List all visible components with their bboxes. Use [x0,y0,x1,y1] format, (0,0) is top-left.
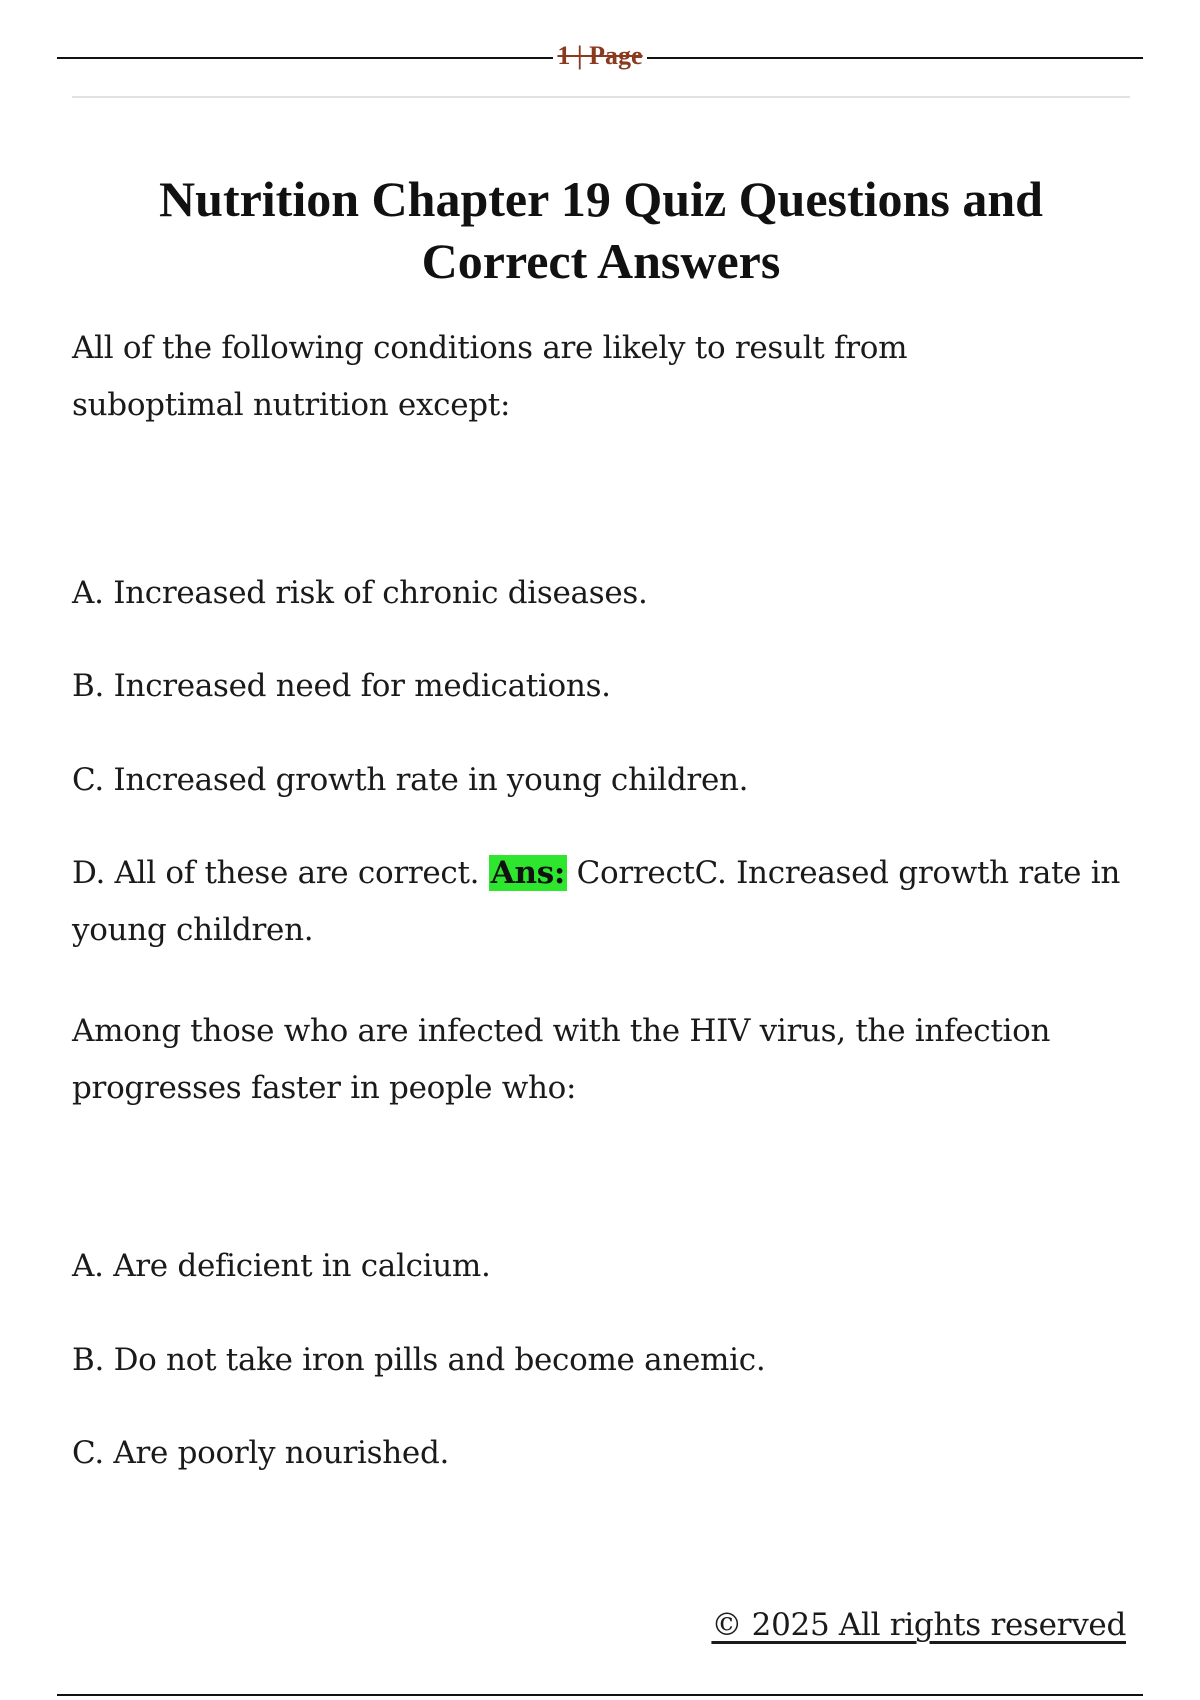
question-1-prompt: All of the following conditions are likely to result from suboptimal nutrition except: [72,330,908,423]
page-number-label: 1 | Page [0,38,1200,74]
question-1-option-d: D. All of these are correct. [72,855,480,891]
answer-text: CorrectC. Increased growth rate in young children. [72,855,1121,948]
question-2-option-c: C. Are poorly nourished. [72,1435,450,1471]
footer-rule [57,1694,1143,1696]
document-title: Nutrition Chapter 19 Quiz Questions and Correct Answers [159,171,1043,289]
header-divider [72,96,1130,98]
question-1-option-c: C. Increased growth rate in young children. [72,762,749,798]
answer-label: Ans: [490,855,566,891]
question-2-prompt: Among those who are infected with the HIV virus, the infection progresses faster in people who: [72,1013,1051,1106]
question-1-option-a: A. Increased risk of chronic diseases. [72,575,648,611]
question-2-option-b: B. Do not take iron pills and become anemic. [72,1342,766,1378]
copyright-notice: © 2025 All rights reserved [711,1607,1126,1643]
question-2-option-a: A. Are deficient in calcium. [72,1248,491,1284]
question-1-option-b: B. Increased need for medications. [72,668,611,704]
question-1-option-d-with-answer [72,845,1137,959]
